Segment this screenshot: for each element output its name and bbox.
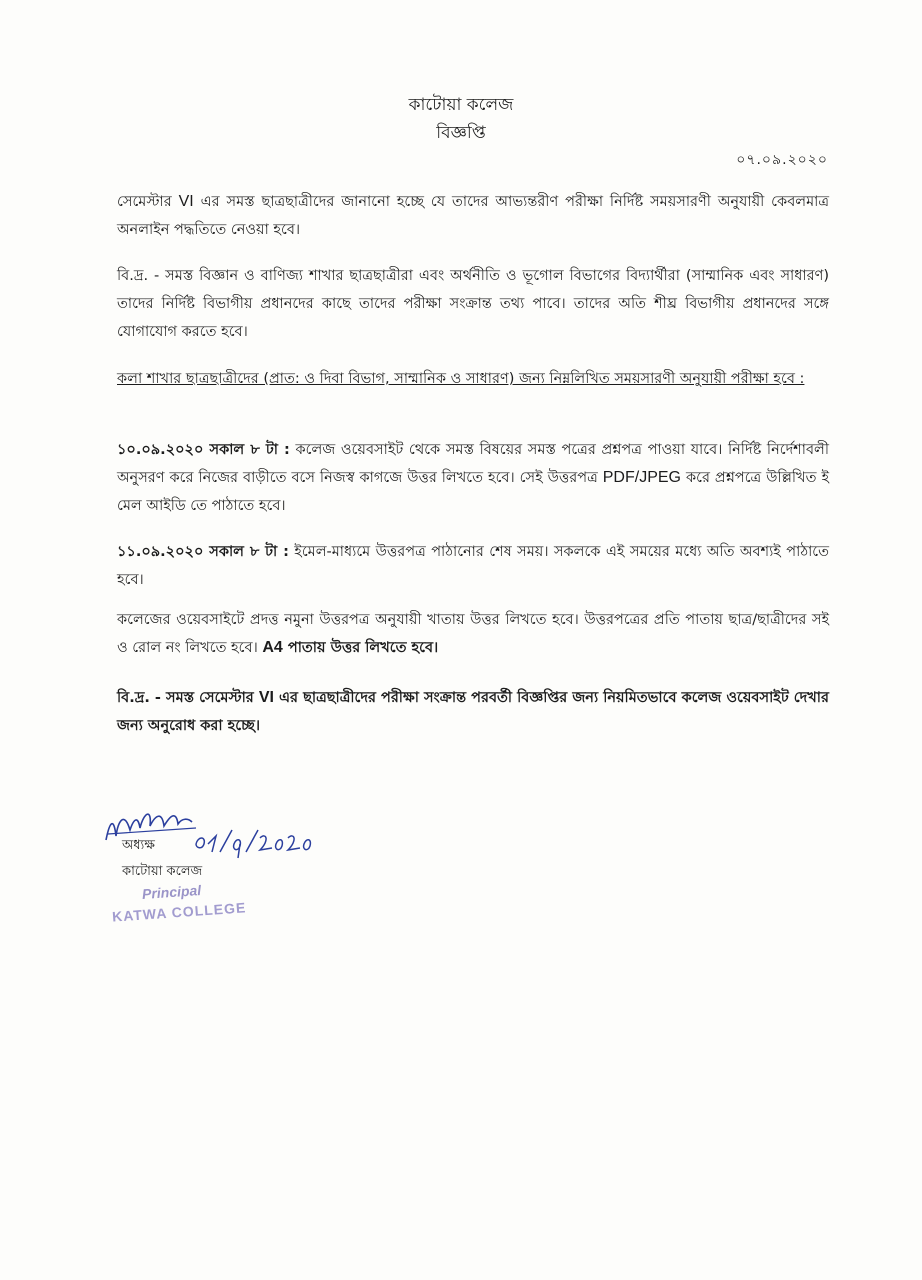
answer-text-a: কলেজের ওয়েবসাইটে প্রদত্ত নমুনা উত্তরপত্র অনুযায়ী খাতায় উত্তর লিখতে হবে। উত্তরপত্রের প্রতি পাতায় ছাত্র/ছাত্রীদের সই ও রোল নং লিখতে হবে। bbox=[117, 612, 829, 656]
paragraph-question-release bbox=[117, 436, 829, 520]
signatory-title: অধ্যক্ষ bbox=[122, 838, 155, 853]
notice-heading: বিজ্ঞপ্তি bbox=[436, 123, 486, 143]
paragraph-website-note bbox=[117, 684, 829, 740]
intro-text-a: সেমেস্টার bbox=[117, 194, 179, 210]
college-name: কাটোয়া কলেজ bbox=[408, 95, 514, 115]
intro-text-b: এর সমস্ত ছাত্রছাত্রীদের জানানো হচ্ছে যে তাদের আভ্যন্তরীণ পরীক্ষা নির্দিষ্ট সময়সারণী অনুযায়ী কেবলমাত্র অনলাইন পদ্ধতিতে নেওয়া হবে। bbox=[117, 194, 829, 238]
website-note-roman: VI bbox=[258, 689, 274, 706]
semester-roman: VI bbox=[178, 193, 194, 210]
deadline-text: ইমেল-মাধ্যমে উত্তরপত্র পাঠানোর শেষ সময়। সকলকে এই সময়ের মধ্যে অতি অবশ্যই পাঠাতে হবে। bbox=[117, 544, 829, 588]
deadline-datetime: ১১.০৯.২০২০ সকাল ৮ টা : bbox=[117, 544, 289, 560]
paragraph-submission-deadline bbox=[117, 538, 829, 594]
principal-stamp-line1: Principal bbox=[141, 881, 202, 903]
paragraph-answer-sheet-instructions bbox=[117, 606, 829, 662]
answer-text-b: পাতায় উত্তর লিখতে হবে। bbox=[282, 640, 439, 656]
website-note-b: এর ছাত্রছাত্রীদের পরীক্ষা সংক্রান্ত পরবর্তী বিজ্ঞপ্তির জন্য নিয়মিতভাবে কলেজ ওয়েবসাইট দেখার জন্য অনুরোধ করা হচ্ছে। bbox=[117, 690, 829, 734]
signatory-college: কাটোয়া কলেজ bbox=[122, 864, 203, 879]
release-text-a: কলেজ ওয়েবসাইট থেকে সমস্ত বিষয়ের সমস্ত পত্রের প্রশ্নপত্র পাওয়া যাবে। নির্দিষ্ট নির্দেশাবলী অনুসরণ করে নিজের বাড়ীতে বসে নিজস্ব কাগজে উত্তর লিখতে হবে। সেই উত্তরপত্র bbox=[117, 442, 829, 486]
website-note-a: বি.দ্র. - সমস্ত সেমেস্টার bbox=[117, 690, 259, 706]
paragraph-science-commerce-note: বি.দ্র. - সমস্ত বিজ্ঞান ও বাণিজ্য শাখার ছাত্রছাত্রীরা এবং অর্থনীতি ও ভূগোল বিভাগের বিদ্যার্থীরা (সাম্মানিক এবং সাধারণ) তাদের নির্দিষ্ট বিভাগীয় প্রধানদের কাছে তাদের পরীক্ষা সংক্রান্ত তথ্য পাবে। তাদের অতি শীঘ্র বিভাগীয় প্রধানদের সঙ্গে যোগাযোগ করতে হবে। bbox=[117, 268, 829, 340]
file-format: PDF/JPEG bbox=[602, 469, 681, 486]
arts-schedule-text: কলা শাখার ছাত্রছাত্রীদের (প্রাত: ও দিবা বিভাগ, সাম্মানিক ও সাধারণ) জন্য নিম্নলিখিত সময়সারণী অনুযায়ী পরীক্ষা হবে : bbox=[117, 371, 805, 387]
paper-size: A4 bbox=[262, 639, 283, 656]
principal-stamp-line2: KATWA COLLEGE bbox=[111, 899, 247, 925]
notice-date: ০৭.০৯.২০২০ bbox=[736, 152, 828, 168]
paragraph-intro bbox=[117, 188, 829, 244]
release-text-b: করে প্রশ্নপত্রে উল্লিখিত ই মেল আইডি তে পাঠাতে হবে। bbox=[117, 470, 829, 514]
paragraph-arts-schedule-heading bbox=[117, 365, 833, 393]
release-datetime: ১০.০৯.২০২০ সকাল ৮ টা : bbox=[117, 442, 290, 458]
signature-block bbox=[100, 800, 340, 940]
